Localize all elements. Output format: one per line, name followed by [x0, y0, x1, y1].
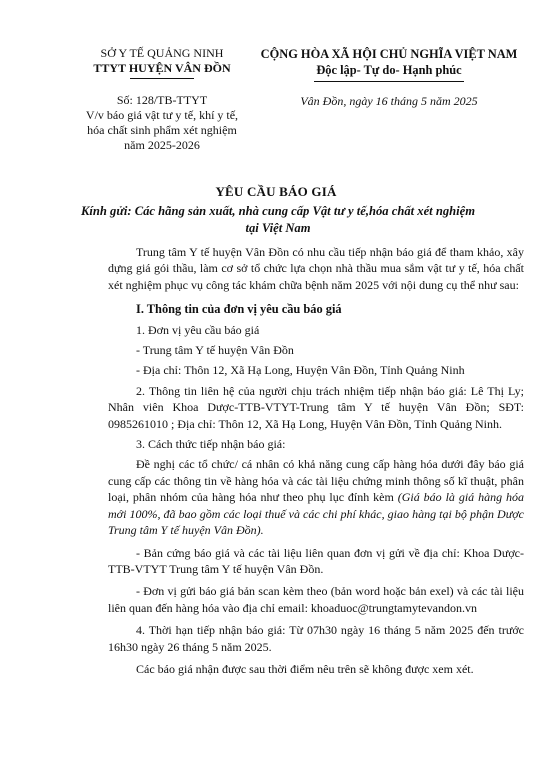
closing-note: Các báo giá nhận được sau thời điểm nêu trên sẽ không được xem xét.	[136, 661, 474, 676]
document-subject	[72, 108, 252, 153]
item-3-heading: 3. Cách thức tiếp nhận báo giá:	[136, 437, 286, 452]
subject-line: năm 2025-2026	[124, 138, 200, 152]
document-number: Số: 128/TB-TTYT	[116, 93, 208, 107]
item-3-paragraph	[108, 456, 524, 538]
national-header	[254, 46, 524, 109]
item-3-text: Đề nghị các tổ chức/ cá nhân có khả năng cung cấp hàng hóa dưới đây báo giá cung cấp các thông tin về hàng hóa và các tài liệu chứng minh thông số kĩ thuật, phân loại, phân nhóm của hàng hóa như theo phụ lục đính kèm	[108, 457, 524, 505]
national-motto: Độc lập- Tự do- Hạnh phúc	[316, 63, 462, 77]
item-3-email: - Đơn vị gửi báo giá bản scan kèm theo (bản word hoặc bản exel) và các tài liệu liên quan đến hàng hóa vào địa chỉ email: khoaduoc@trungtamytevandon.vn	[108, 584, 524, 615]
recipient-line	[78, 203, 478, 237]
section-heading: I. Thông tin của đơn vị yêu cầu báo giá	[136, 302, 342, 317]
center-name: TTYT HUYỆN VÂN ĐỒN	[93, 61, 231, 75]
nation-name: CỘNG HÒA XÃ HỘI CHỦ NGHĨA VIỆT NAM	[260, 47, 518, 61]
recipient-text: Các hãng sản xuất, nhà cung cấp Vật tư y tế,hóa chất xét nghiệm tại Việt Nam	[131, 204, 476, 235]
issuer-block	[72, 46, 252, 153]
item-1-unit: - Trung tâm Y tế huyện Vân Đồn	[136, 343, 294, 358]
place-date: Vân Đồn, ngày 16 tháng 5 năm 2025	[300, 94, 478, 108]
motto-underline	[314, 81, 464, 82]
item-3-hardcopy: - Bản cứng báo giá và các tài liệu liên quan đơn vị gửi về địa chỉ: Khoa Dược-TTB-VTYT Trung tâm Y tế huyện Vân Đồn.	[108, 545, 524, 576]
item-3-note: (Giá báo là giá hàng hóa mới 100%, đã bao gồm các loại thuế và các chi phí khác, giao hàng tại bộ phận Dược Trung tâm Y tế huyện Vân Đồn).	[108, 490, 525, 538]
item-1-address: - Địa chỉ: Thôn 12, Xã Hạ Long, Huyện Vân Đồn, Tỉnh Quảng Ninh	[136, 363, 465, 378]
department-name: SỞ Y TẾ QUẢNG NINH	[100, 46, 224, 60]
item-1-heading: 1. Đơn vị yêu cầu báo giá	[136, 322, 260, 337]
subject-line: hóa chất sinh phẩm xét nghiệm	[87, 123, 237, 137]
item-4-deadline: 4. Thời hạn tiếp nhận báo giá: Từ 07h30 ngày 16 tháng 5 năm 2025 đến trước 16h30 ngày 26 tháng 5 năm 2025.	[108, 623, 524, 654]
intro-paragraph: Trung tâm Y tế huyện Vân Đồn có nhu cầu tiếp nhận báo giá để tham khảo, xây dựng giá gói thầu, làm cơ sở tổ chức lựa chọn nhà thầu mua sắm vật tư y tế, hóa chất xét nghiệm phục vụ công tác khám chữa bệnh năm 2025 với nội dung cụ thể như sau:	[108, 245, 524, 292]
item-2-contact: 2. Thông tin liên hệ của người chịu trách nhiệm tiếp nhận báo giá: Lê Thị Ly; Nhân viên Khoa Dược-TTB-VTYT-Trung tâm Y tế huyện Vân Đồn; SĐT: 0985261010 ; Địa chỉ: Thôn 12, Xã Hạ Long, Huyện Vân Đồn, Tỉnh Quảng Ninh.	[108, 383, 524, 431]
issuer-underline	[130, 78, 194, 79]
recipient-label: Kính gửi:	[80, 204, 132, 218]
document-body	[108, 244, 524, 677]
subject-line: V/v báo giá vật tư y tế, khí y tế,	[85, 108, 239, 122]
document-title: YÊU CẦU BÁO GIÁ	[215, 184, 337, 199]
